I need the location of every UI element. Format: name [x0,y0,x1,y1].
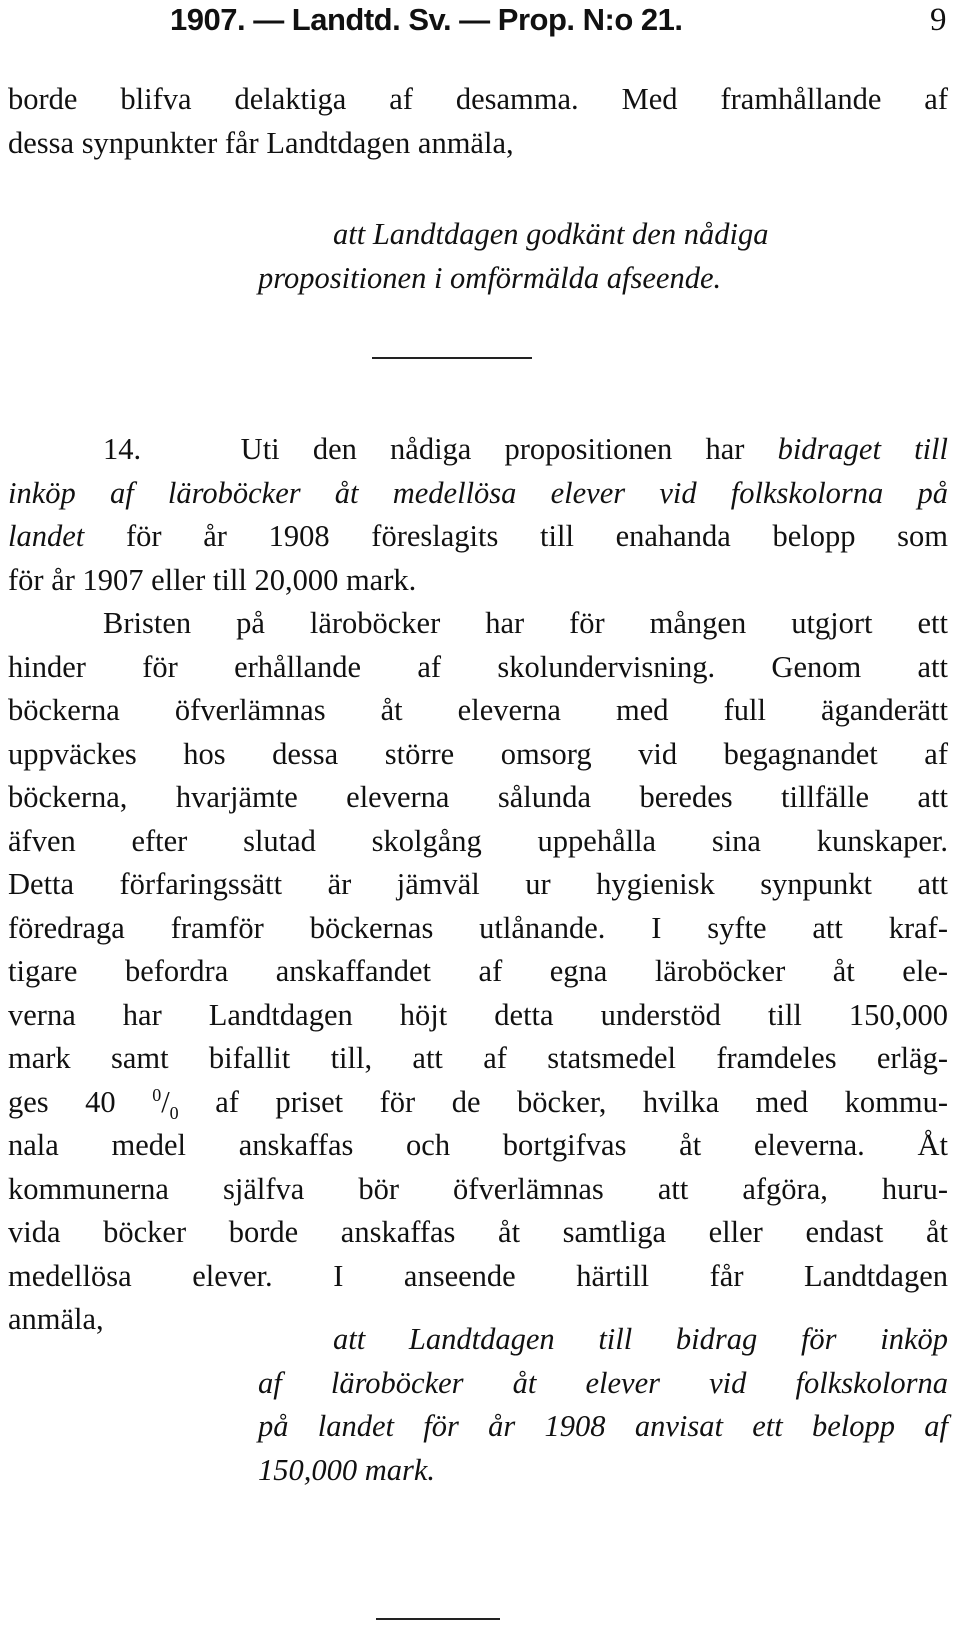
percent-slash: / [161,1084,170,1119]
end-divider [376,1618,500,1620]
text-line: anmäla, [8,1302,104,1336]
italic-phrase: bidraget till [777,432,949,466]
text-line: böckerna öfverlämnas åt eleverna med full äganderätt [8,693,948,727]
line-text: Uti den nådiga propositionen har [240,432,745,466]
text-line: föredraga framför böckernas utlånande. I syfte att kraf- [8,910,948,945]
text-line: för år 1907 eller till 20,000 mark. [8,562,417,597]
text-line: hinder för erhållande af skolundervisning. Genom att [8,649,948,684]
text-line: verna har Landtdagen höjt detta understöd till 150,000 [8,997,948,1032]
line-text: för år 1908 föreslagits till enahanda belopp som [125,519,948,553]
text-line: borde blifva delaktiga af desamma. Med framhållande af [8,82,948,116]
resolution-line: propositionen i omförmälda afseende. [258,260,722,295]
text-line [8,515,948,559]
text-line: Bristen på läroböcker har för mången utgjort ett [103,606,948,640]
text-line [8,1081,948,1125]
text-line: mark samt bifallit till, att af statsmedel framdeles erläg- [8,1041,948,1075]
text-line: inköp af läroböcker åt medellösa elever vid folkskolorna på [8,475,948,510]
text-line: tigare befordra anskaffandet af egna läroböcker åt ele- [8,954,948,988]
text-line: vida böcker borde anskaffas åt samtliga eller endast åt [8,1215,948,1249]
percent-sup: 0 [152,1084,162,1105]
paragraph-1 [8,78,948,165]
text-line: medellösa elever. I anseende härtill får Landtdagen [8,1258,948,1293]
line-text: ges 40 [8,1084,116,1119]
resolution-line: på landet för år 1908 anvisat ett belopp af [258,1409,948,1443]
resolution-line: af läroböcker åt elever vid folkskolorna [258,1365,948,1400]
resolution-line: att Landtdagen till bidrag för inköp [333,1322,948,1356]
resolution-line: att Landtdagen godkänt den nådiga [333,217,769,251]
page-header [0,2,960,46]
text-line: böckerna, hvarjämte eleverna sålunda beredes tillfälle att [8,780,948,814]
italic-phrase: landet [8,519,85,553]
text-line: kommunerna själfva bör öfverlämnas att afgöra, huru- [8,1171,948,1206]
page-number: 9 [930,2,946,38]
paragraph-2 [8,428,948,1342]
text-line: nala medel anskaffas och bortgifvas åt eleverna. Åt [8,1128,948,1162]
percent-sub: 0 [169,1102,179,1123]
resolution-1 [258,213,948,300]
section-divider [372,357,532,359]
text-line: dessa synpunkter får Landtdagen anmäla, [8,125,514,160]
resolution-2 [258,1318,948,1492]
resolution-line: 150,000 mark. [258,1452,436,1487]
text-line [8,428,948,472]
running-title: 1907. — Landtd. Sv. — Prop. N:o 21. [170,2,683,37]
line-text: af priset för de böcker, hvilka med kommu- [215,1084,949,1119]
text-line: äfven efter slutad skolgång uppehålla sina kunskaper. [8,823,948,858]
text-line: Detta förfaringssätt är jämväl ur hygienisk synpunkt att [8,867,948,901]
section-number: 14. [103,432,142,466]
text-line: uppväckes hos dessa större omsorg vid begagnandet af [8,736,948,771]
